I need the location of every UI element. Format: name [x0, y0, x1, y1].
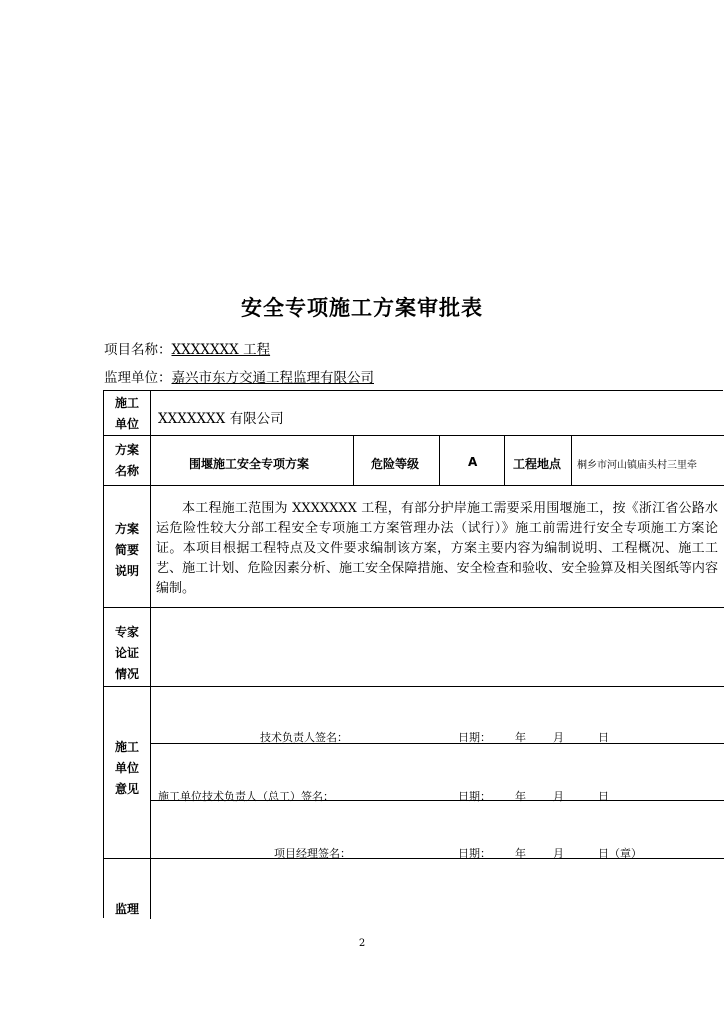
project-name-value: XXXXXXX 工程 [171, 342, 271, 358]
approval-table [103, 390, 723, 918]
project-manager-sign-label: 项目经理签名： [274, 847, 351, 860]
expert-review-label: 专家论证情况 [114, 625, 139, 681]
plan-name-value: 围堰施工安全专项方案 [189, 457, 310, 471]
column-divider [439, 435, 440, 485]
year-label: 年 [515, 847, 526, 860]
supervisor-value: 嘉兴市东方交通工程监理有限公司 [171, 370, 374, 386]
supervision-label: 监理 [114, 902, 139, 916]
plan-summary-text: 本工程施工范围为 XXXXXXX 工程，有部分护岸施工需要采用围堰施工，按《浙江省公路水运危险性较大分部工程安全专项施工方案管理办法（试行）》施工前需进行安全专项施工方案论证。本项目根据工程特点及文件要求编制该方案，方案主要内容为编制说明、工程概况、施工工艺、施工计划、危险因素分析、施工安全保障措施、安全检查和验收、安全验算及相关图纸等内容编制。 [156, 501, 718, 596]
day-seal-label: 日（章） [598, 847, 642, 860]
month-label: 月 [553, 790, 564, 803]
column-divider [504, 435, 505, 485]
construction-unit-label: 施工单位 [114, 396, 139, 431]
supervisor-label: 监理单位： [104, 370, 172, 386]
date-label: 日期： [458, 731, 491, 744]
project-name-label: 项目名称： [104, 342, 172, 358]
row-divider [104, 435, 724, 436]
year-label: 年 [515, 731, 526, 744]
chief-engineer-sign-label: 施工单位技术负责人（总工）签名： [158, 790, 334, 803]
column-divider [150, 391, 151, 919]
tech-lead-sign-label: 技术负责人签名： [260, 731, 348, 744]
year-label: 年 [515, 790, 526, 803]
row-divider [104, 485, 724, 486]
risk-level-value: A [468, 455, 478, 469]
month-label: 月 [553, 731, 564, 744]
page-number: 2 [358, 938, 366, 949]
supervisor-line [104, 366, 374, 386]
project-name-line [104, 338, 270, 358]
plan-name-label: 方案名称 [114, 443, 139, 478]
row-divider [104, 607, 724, 608]
page-title: 安全专项施工方案审批表 [241, 296, 483, 320]
column-divider [353, 435, 354, 485]
date-label: 日期： [458, 847, 491, 860]
location-label: 工程地点 [513, 457, 562, 471]
construction-opinion-label: 施工单位意见 [114, 740, 139, 796]
month-label: 月 [553, 847, 564, 860]
row-divider [104, 686, 724, 687]
day-label: 日 [598, 790, 609, 803]
plan-summary-label: 方案简要说明 [114, 522, 139, 578]
date-label: 日期： [458, 790, 491, 803]
row-divider [150, 743, 724, 744]
day-label: 日 [598, 731, 609, 744]
risk-level-label: 危险等级 [371, 457, 420, 471]
column-divider [571, 435, 572, 485]
construction-unit-value: XXXXXXX 有限公司 [158, 411, 284, 427]
location-value: 桐乡市河山镇庙头村三里牵 [577, 460, 697, 471]
